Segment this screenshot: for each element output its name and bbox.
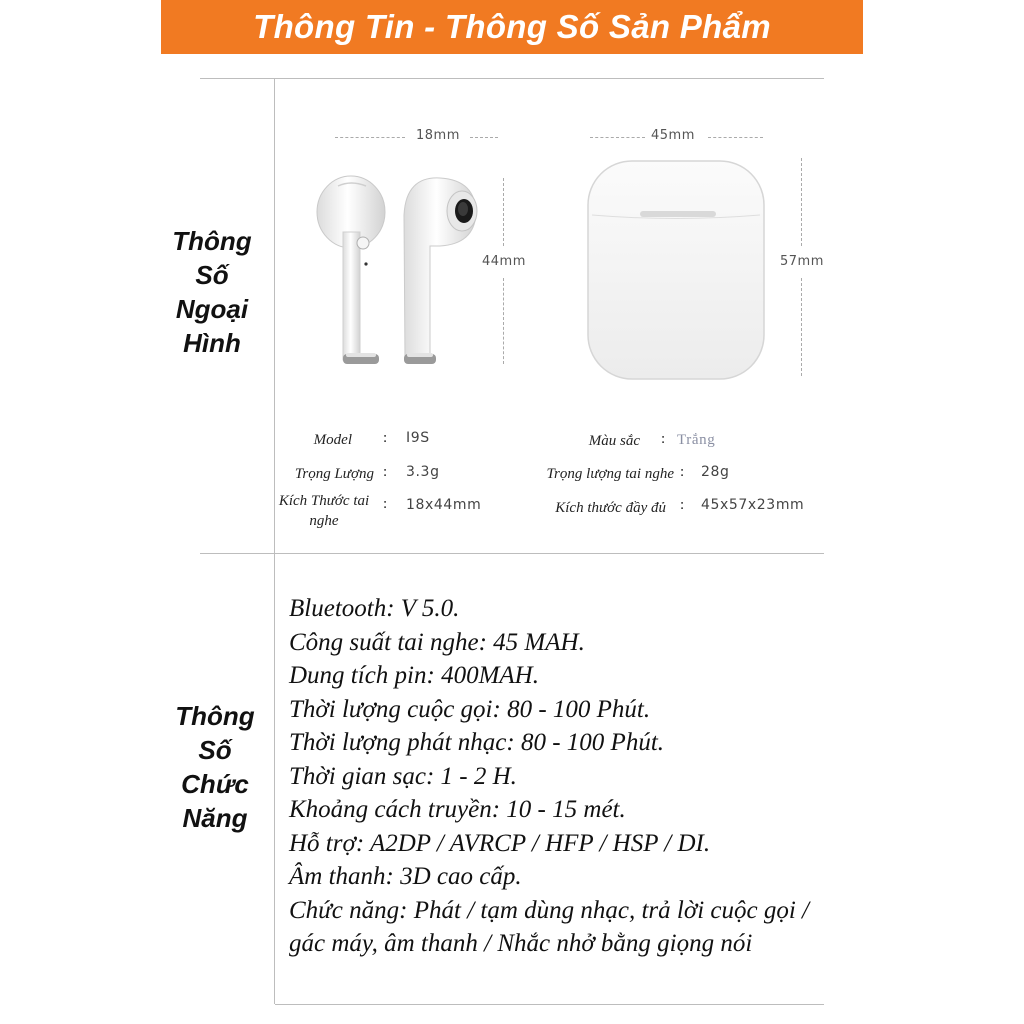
earbud-left-image (317, 176, 385, 364)
earbud-right-image (404, 178, 477, 364)
spec-colon: : (383, 496, 388, 512)
spec-value-color: Trắng (677, 432, 716, 448)
list-item: gác máy, âm thanh / Nhắc nhở bằng giọng nói (289, 930, 753, 957)
spec-value-weight: 3.3g (406, 464, 440, 480)
list-item: Khoảng cách truyền: 10 - 15 mét. (289, 796, 626, 823)
spec-key-earbud-weight: Trọng lượng tai nghe (546, 466, 674, 482)
spec-value-full-size: 45x57x23mm (701, 497, 805, 513)
spec-key-weight: Trọng Lượng (294, 466, 374, 482)
spec-colon: : (383, 464, 388, 480)
spec-key-full-size: Kích thước đầy đủ (555, 500, 666, 516)
earbud-width-label: 18mm (416, 128, 460, 143)
spec-colon: : (680, 464, 685, 480)
divider-bottom (275, 1004, 824, 1005)
list-item: Công suất tai nghe: 45 MAH. (289, 628, 585, 656)
list-item: Thời gian sạc: 1 - 2 H. (289, 762, 517, 790)
product-illustration (0, 0, 1024, 420)
spec-key-earbud-size: Kích Thước tai nghe (278, 493, 370, 529)
earbud-height-label: 44mm (482, 254, 526, 269)
section-label-appearance: Thông Số Ngoại Hình (172, 226, 252, 358)
case-height-label: 57mm (780, 254, 824, 269)
spec-colon: : (661, 431, 666, 447)
spec-value-earbud-size: 18x44mm (406, 497, 482, 513)
spec-key-color: Màu sắc (588, 433, 640, 449)
spec-value-model: I9S (406, 430, 430, 446)
list-item: Chức năng: Phát / tạm dùng nhạc, trả lời cuộc gọi / (289, 896, 809, 924)
list-item: Âm thanh: 3D cao cấp. (289, 863, 522, 890)
spec-value-earbud-weight: 28g (701, 464, 730, 480)
function-spec-list (289, 592, 889, 961)
list-item: Bluetooth: V 5.0. (289, 595, 460, 622)
spec-colon: : (383, 430, 388, 446)
list-item: Dung tích pin: 400MAH. (289, 662, 539, 689)
list-item: Hỗ trợ: A2DP / AVRCP / HFP / HSP / DI. (289, 829, 711, 857)
section-label-function: Thông Số Chức Năng (175, 701, 255, 833)
case-width-label: 45mm (651, 128, 695, 143)
divider-middle (200, 553, 824, 554)
spec-key-model: Model (313, 432, 352, 448)
spec-colon: : (680, 497, 685, 513)
list-item: Thời lượng cuộc gọi: 80 - 100 Phút. (289, 695, 651, 723)
list-item: Thời lượng phát nhạc: 80 - 100 Phút. (289, 729, 665, 756)
charging-case-image (588, 161, 764, 379)
page-title: Thông Tin - Thông Số Sản Phẩm (253, 8, 771, 45)
